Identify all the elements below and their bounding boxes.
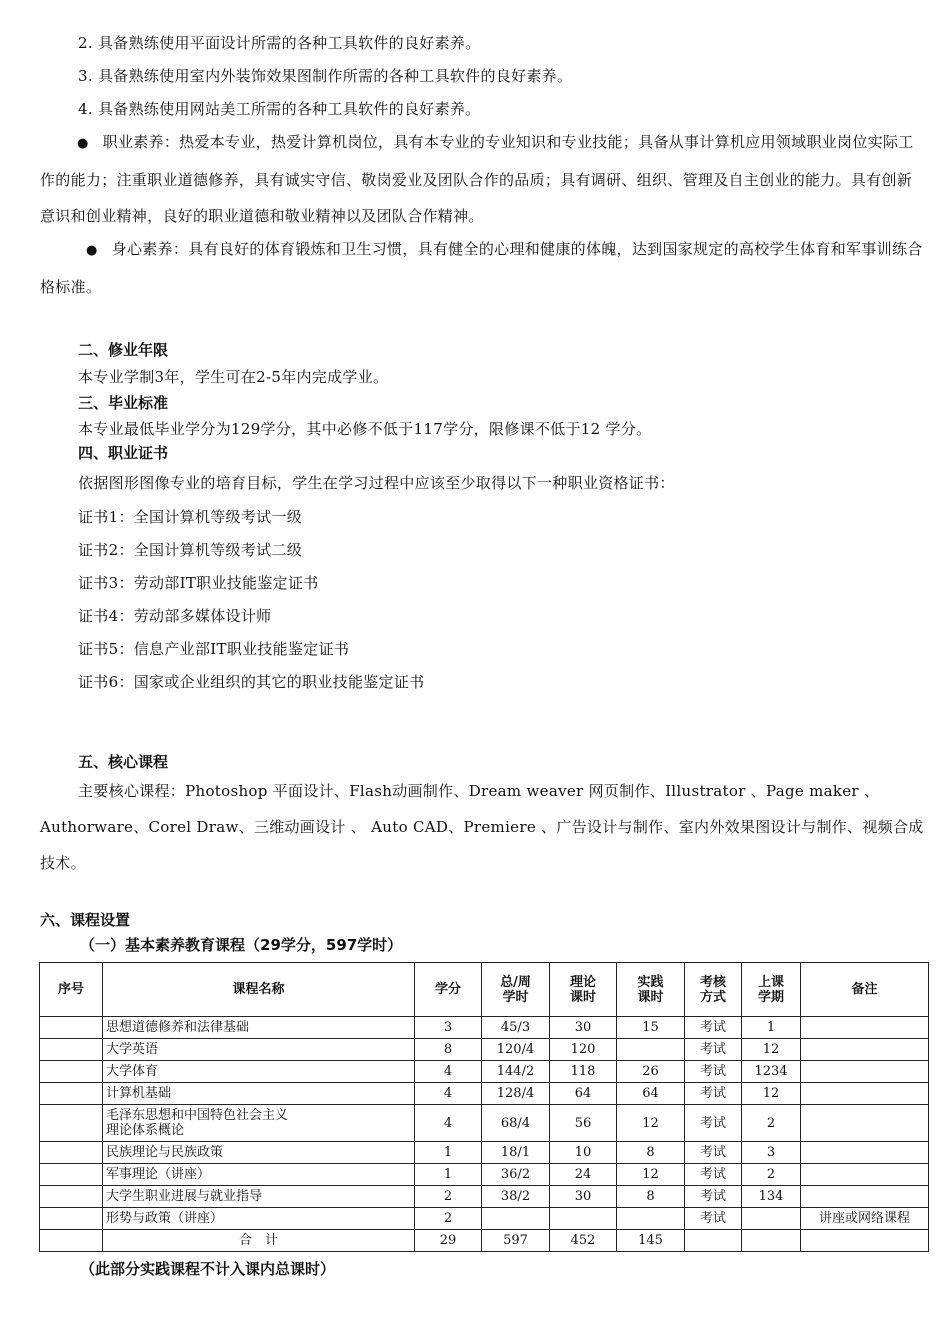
intro-line-4: 4. 具备熟练使用网站美工所需的各种工具软件的良好素养。	[78, 100, 481, 118]
body-mind-paragraph	[40, 231, 925, 305]
total-cell-practice-hours: 145	[617, 1230, 685, 1252]
section-text-graduation: 本专业最低毕业学分为129学分，其中必修不低于117学分，限修课不低于12 学分。	[78, 420, 652, 438]
cell-credits: 2	[415, 1186, 482, 1208]
section-title-certificates: 四、职业证书	[78, 444, 169, 462]
cell-remarks	[801, 1105, 929, 1142]
cell-theory-hours: 10	[550, 1142, 617, 1164]
cell-total-hours: 45/3	[482, 1017, 550, 1039]
header-assessment	[685, 963, 742, 1017]
cell-semester: 2	[742, 1164, 801, 1186]
table-subtitle: （一）基本素养教育课程（29学分，597学时）	[80, 936, 403, 954]
table-row	[40, 1208, 929, 1230]
table-row	[40, 1017, 929, 1039]
cell-seq	[40, 1186, 103, 1208]
core-courses-paragraph: 主要核心课程：Photoshop 平面设计、Flash动画制作、Dream weaver 网页制作、Illustrator 、Page maker 、Authorware、Corel Draw、三维动画设计 、 Auto CAD、Premiere 、广告设计与制作、室内外效果图设计与制作、视频合成技术。	[40, 782, 924, 872]
table-row	[40, 1105, 929, 1142]
cell-course-name: 大学生职业进展与就业指导	[103, 1186, 415, 1208]
cell-seq	[40, 1105, 103, 1142]
cell-remarks	[801, 1142, 929, 1164]
cell-semester: 12	[742, 1083, 801, 1105]
cell-total-hours: 120/4	[482, 1039, 550, 1061]
table-footnote: （此部分实践课程不计入课内总课时）	[80, 1260, 336, 1278]
cell-total-hours: 18/1	[482, 1142, 550, 1164]
table-header-row	[40, 963, 929, 1017]
cell-practice-hours: 26	[617, 1061, 685, 1083]
cell-total-hours: 128/4	[482, 1083, 550, 1105]
section-title-duration: 二、修业年限	[78, 341, 169, 359]
certificate-item: 证书2：全国计算机等级考试二级	[78, 541, 303, 559]
cell-credits: 4	[415, 1105, 482, 1142]
cell-assessment: 考试	[685, 1039, 742, 1061]
header-theory-hours	[550, 963, 617, 1017]
cell-practice-hours: 12	[617, 1105, 685, 1142]
cell-assessment: 考试	[685, 1083, 742, 1105]
cell-theory-hours: 118	[550, 1061, 617, 1083]
header-semester-text: 上课 学期	[757, 974, 784, 1005]
cell-theory-hours: 64	[550, 1083, 617, 1105]
cell-course-name: 毛泽东思想和中国特色社会主义 理论体系概论	[103, 1105, 415, 1142]
header-credits: 学分	[415, 963, 482, 1017]
total-cell-assessment	[685, 1230, 742, 1252]
cell-remarks	[801, 1186, 929, 1208]
header-assessment-text: 考核 方式	[699, 974, 726, 1005]
cell-assessment: 考试	[685, 1061, 742, 1083]
cell-remarks	[801, 1039, 929, 1061]
cell-seq	[40, 1017, 103, 1039]
cell-assessment: 考试	[685, 1186, 742, 1208]
table-body	[40, 1017, 929, 1252]
cell-assessment: 考试	[685, 1105, 742, 1142]
table-row	[40, 1061, 929, 1083]
cell-credits: 1	[415, 1142, 482, 1164]
table-row	[40, 1186, 929, 1208]
cell-total-hours: 38/2	[482, 1186, 550, 1208]
total-cell-theory-hours: 452	[550, 1230, 617, 1252]
career-quality-paragraph	[40, 124, 925, 234]
body-mind-text: 身心素养：具有良好的体育锻炼和卫生习惯，具有健全的心理和健康的体魄，达到国家规定的高校学生体育和军事训练合格标准。	[40, 240, 923, 296]
cell-seq	[40, 1061, 103, 1083]
cell-course-name: 大学英语	[103, 1039, 415, 1061]
cell-seq	[40, 1164, 103, 1186]
header-total-hours-text: 总/周 学时	[500, 974, 531, 1005]
cell-theory-hours: 30	[550, 1017, 617, 1039]
cell-theory-hours: 56	[550, 1105, 617, 1142]
bullet-icon: ●	[77, 136, 89, 151]
section-title-graduation: 三、毕业标准	[78, 394, 169, 412]
cell-course-name: 计算机基础	[103, 1083, 415, 1105]
cell-practice-hours: 12	[617, 1164, 685, 1186]
cell-semester: 2	[742, 1105, 801, 1142]
cell-practice-hours: 15	[617, 1017, 685, 1039]
table-row	[40, 1083, 929, 1105]
cell-practice-hours	[617, 1208, 685, 1230]
header-practice-hours	[617, 963, 685, 1017]
total-cell-credits: 29	[415, 1230, 482, 1252]
certificate-item: 证书6：国家或企业组织的其它的职业技能鉴定证书	[78, 673, 425, 691]
cell-assessment: 考试	[685, 1017, 742, 1039]
cell-remarks	[801, 1017, 929, 1039]
cell-semester: 3	[742, 1142, 801, 1164]
cell-credits: 4	[415, 1061, 482, 1083]
section-title-curriculum: 六、课程设置	[40, 911, 131, 929]
cell-theory-hours: 24	[550, 1164, 617, 1186]
cell-semester: 1234	[742, 1061, 801, 1083]
cell-seq	[40, 1083, 103, 1105]
cell-remarks	[801, 1164, 929, 1186]
certificate-item: 证书5：信息产业部IT职业技能鉴定证书	[78, 640, 350, 658]
header-seq: 序号	[40, 963, 103, 1017]
cell-total-hours: 144/2	[482, 1061, 550, 1083]
cell-theory-hours: 120	[550, 1039, 617, 1061]
cell-semester: 12	[742, 1039, 801, 1061]
cell-remarks: 讲座或网络课程	[801, 1208, 929, 1230]
cell-credits: 8	[415, 1039, 482, 1061]
cell-seq	[40, 1208, 103, 1230]
cell-credits: 3	[415, 1017, 482, 1039]
cell-course-name: 大学体育	[103, 1061, 415, 1083]
total-cell-total-hours: 597	[482, 1230, 550, 1252]
cell-credits: 4	[415, 1083, 482, 1105]
cell-theory-hours: 30	[550, 1186, 617, 1208]
intro-line-3: 3. 具备熟练使用室内外装饰效果图制作所需的各种工具软件的良好素养。	[78, 67, 573, 85]
cell-practice-hours	[617, 1039, 685, 1061]
course-table	[39, 962, 929, 1252]
certificate-item: 证书4：劳动部多媒体设计师	[78, 607, 272, 625]
section-text-duration: 本专业学制3年，学生可在2-5年内完成学业。	[78, 368, 389, 386]
certificate-item: 证书1：全国计算机等级考试一级	[78, 508, 303, 526]
cell-semester: 1	[742, 1017, 801, 1039]
total-cell-semester	[742, 1230, 801, 1252]
table-row	[40, 1142, 929, 1164]
total-cell-remarks	[801, 1230, 929, 1252]
total-cell-course-name: 合 计	[103, 1230, 415, 1252]
cell-credits: 1	[415, 1164, 482, 1186]
header-total-hours	[482, 963, 550, 1017]
table-row	[40, 1039, 929, 1061]
cell-assessment: 考试	[685, 1142, 742, 1164]
cell-total-hours: 36/2	[482, 1164, 550, 1186]
cell-practice-hours: 8	[617, 1142, 685, 1164]
cell-assessment: 考试	[685, 1208, 742, 1230]
section-text-certificates: 依据图形图像专业的培育目标，学生在学习过程中应该至少取得以下一种职业资格证书：	[78, 474, 675, 492]
section-title-core-courses: 五、核心课程	[78, 753, 169, 771]
cell-total-hours: 68/4	[482, 1105, 550, 1142]
career-quality-text: 职业素养：热爱本专业，热爱计算机岗位，具有本专业的专业知识和专业技能；具备从事计算机应用领域职业岗位实际工作的能力；注重职业道德修养，具有诚实守信、敬岗爱业及团队合作的品质；具有调研、组织、管理及自主创业的能力。具有创新意识和创业精神，良好的职业道德和敬业精神以及团队合作精神。	[40, 133, 914, 225]
cell-practice-hours: 8	[617, 1186, 685, 1208]
cell-seq	[40, 1142, 103, 1164]
table-total-row	[40, 1230, 929, 1252]
certificate-item: 证书3：劳动部IT职业技能鉴定证书	[78, 574, 319, 592]
cell-theory-hours	[550, 1208, 617, 1230]
cell-course-name: 民族理论与民族政策	[103, 1142, 415, 1164]
cell-total-hours	[482, 1208, 550, 1230]
header-practice-hours-text: 实践 课时	[637, 974, 664, 1005]
header-semester	[742, 963, 801, 1017]
cell-course-name: 军事理论（讲座）	[103, 1164, 415, 1186]
cell-semester: 134	[742, 1186, 801, 1208]
header-course-name: 课程名称	[103, 963, 415, 1017]
cell-credits: 2	[415, 1208, 482, 1230]
header-theory-hours-text: 理论 课时	[569, 974, 596, 1005]
cell-practice-hours: 64	[617, 1083, 685, 1105]
bullet-icon: ●	[86, 243, 98, 258]
cell-course-name: 形势与政策（讲座）	[103, 1208, 415, 1230]
intro-line-2: 2. 具备熟练使用平面设计所需的各种工具软件的良好素养。	[78, 34, 481, 52]
total-cell-seq	[40, 1230, 103, 1252]
cell-course-name: 思想道德修养和法律基础	[103, 1017, 415, 1039]
cell-remarks	[801, 1083, 929, 1105]
cell-assessment: 考试	[685, 1164, 742, 1186]
cell-seq	[40, 1039, 103, 1061]
cell-remarks	[801, 1061, 929, 1083]
cell-semester	[742, 1208, 801, 1230]
table-row	[40, 1164, 929, 1186]
header-remarks: 备注	[801, 963, 929, 1017]
